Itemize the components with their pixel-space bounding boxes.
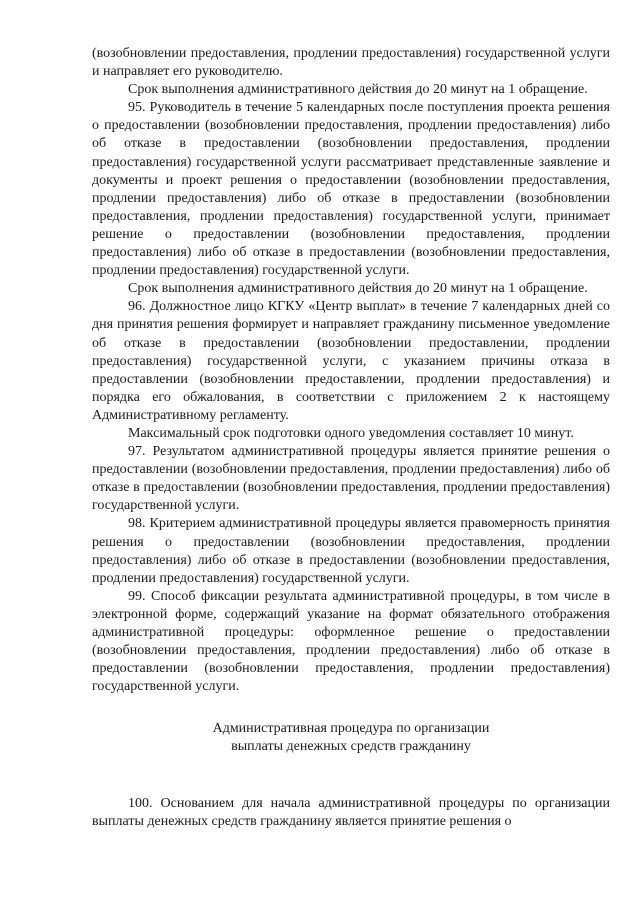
paragraph-98: 98. Критерием административной процедуры является правомерность принятия решения о предоставлении (возобновлении предоставления, продлении предоставления) либо об отказе в предоставлении (возобновлении предоставления, продлении предоставления) государственной услуги. — [92, 516, 610, 586]
paragraph-95: 95. Руководитель в течение 5 календарных после поступления проекта решения о предоставлении (возобновлении предоставления, продлении предоставления) либо об отказе в предоставлении (возобновлении предоставления, продлении предоставления) государственной услуги рассматривает представленные заявление и документы и проект решения о предоставлении (возобновлении предоставления, продлении предоставления) либо об отказе в предоставлении (возобновлении предоставления, продлении предоставления) государственной услуги, принимает решение о предоставлении (возобновлении предоставления, продлении предоставления) либо об отказе в предоставлении (возобновлении предоставления, продлении предоставления) государственной услуги. — [92, 100, 610, 279]
paragraph-continuation: (возобновлении предоставления, продлении предоставления) государственной услуги и направляет его руководителю. — [92, 46, 610, 80]
paragraph-max-term: Максимальный срок подготовки одного уведомления составляет 10 минут. — [128, 425, 574, 441]
document-page — [92, 45, 610, 831]
paragraph-97: 97. Результатом административной процедуры является принятие решения о предоставлении (возобновлении предоставления, продлении предоставления) либо об отказе в предоставлении (возобновлении предоставления, продлении предоставления) государственной услуги. — [92, 444, 610, 514]
paragraph-100: 100. Основанием для начала административной процедуры по организации выплаты денежных средств гражданину является принятие решения о — [92, 795, 610, 829]
paragraph-deadline-2: Срок выполнения административного действия до 20 минут на 1 обращение. — [128, 281, 588, 297]
paragraph-deadline-1: Срок выполнения административного действия до 20 минут на 1 обращение. — [128, 82, 588, 98]
section-heading — [92, 720, 610, 756]
section-heading-line1: Административная процедура по организации — [212, 721, 490, 737]
section-heading-line2: выплаты денежных средств гражданину — [231, 739, 471, 755]
paragraph-96: 96. Должностное лицо КГКУ «Центр выплат» в течение 7 календарных дней со дня принятия решения формирует и направляет гражданину письменное уведомление об отказе в предоставлении (возобновлении предоставлении, продлении предоставления) государственной услуги, с указанием причины отказа в предоставлении (возобновлении предоставлении, продлении предоставления) и порядка его обжалования, в соответствии с приложением 2 к настоящему Административному регламенту. — [92, 299, 610, 423]
paragraph-99: 99. Способ фиксации результата административной процедуры, в том числе в электронной форме, содержащий указание на формат обязательного отображения административной процедуры: оформленное решение о предоставлении (возобновлении предоставления, продлении предоставления) либо об отказе в предоставлении (возобновлении предоставления, продлении предоставления) государственной услуги. — [92, 588, 610, 695]
